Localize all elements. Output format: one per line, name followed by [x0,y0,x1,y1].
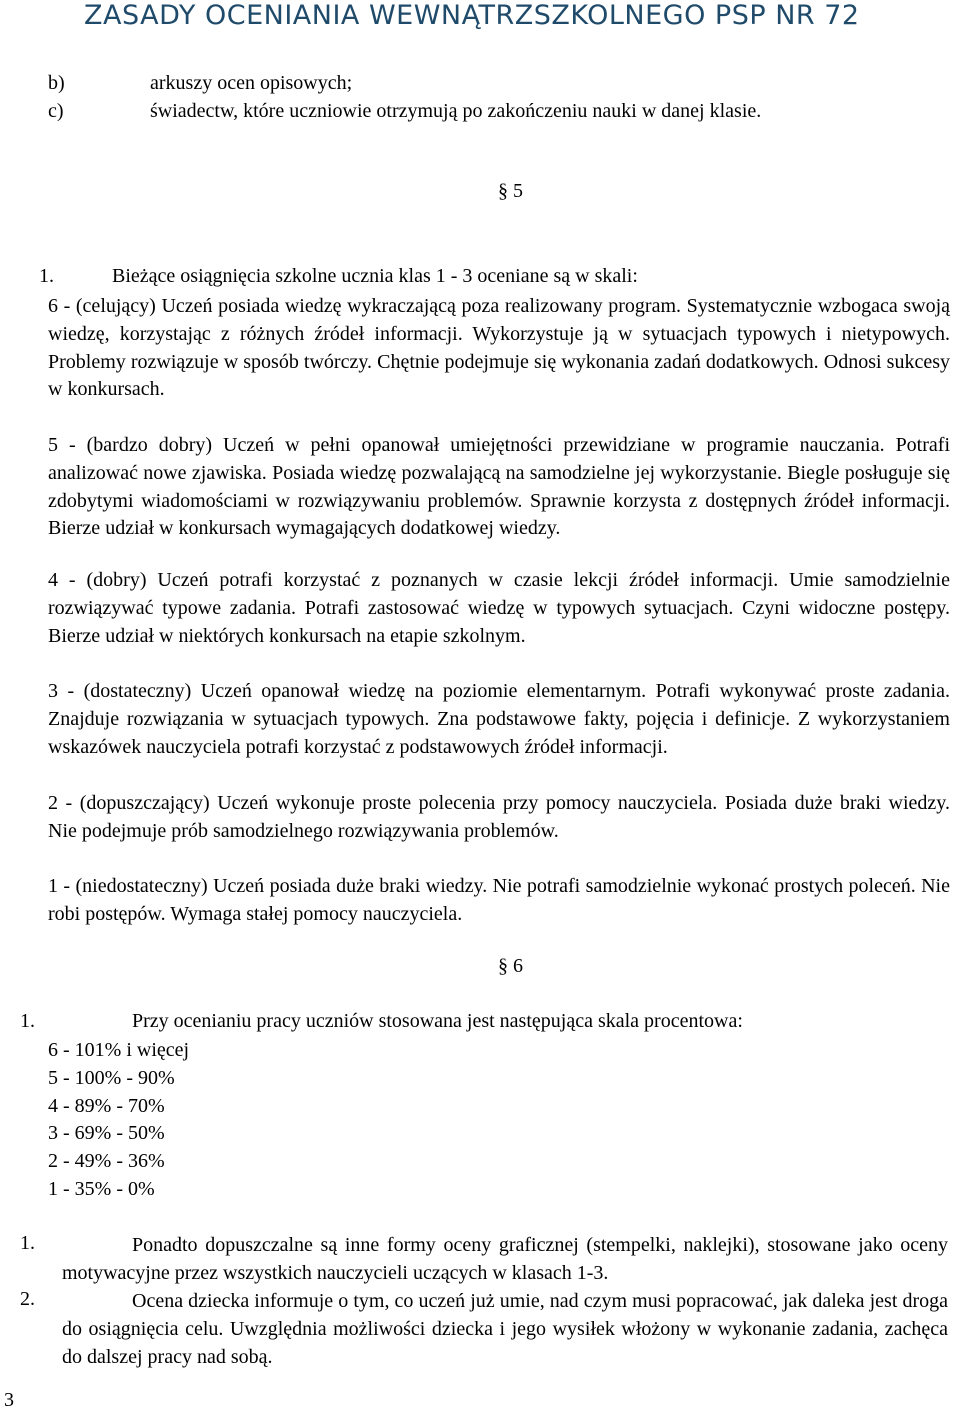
list-item-label: 1. [39,265,54,287]
list-item-text: Bieżące osiągnięcia szkolne ucznia klas 1 - 3 oceniane są w skali: [112,265,638,287]
scale-row: 6 - 101% i więcej [48,1039,190,1061]
list-item-label: b) [48,72,65,94]
list-item-text: Ponadto dopuszczalne są inne formy oceny graficznej (stempelki, naklejki), stosowane jako oceny motywacyjne przez wszystkich nauczycieli uczących w klasach 1-3. [62,1234,948,1284]
percentage-scale [48,1037,189,1204]
list-item-text: Ocena dziecka informuje o tym, co uczeń już umie, nad czym musi popracować, jak daleka jest droga do osiągnięcia celu. Uwzględnia możliwości dziecka i jego wysiłek włożony w wykonanie zadania, zachęca do dalszej pracy nad sobą. [62,1290,948,1368]
scale-row: 5 - 100% - 90% [48,1066,175,1089]
scale-row: 4 - 89% - 70% [48,1094,165,1117]
grade-description: 1 - (niedostateczny) Uczeń posiada duże braki wiedzy. Nie potrafi samodzielnie wykonać prostych poleceń. Nie robi postępów. Wymaga stałej pomocy nauczyciela. [48,875,950,925]
page-header: ZASADY OCENIANIA WEWNĄTRZSZKOLNEGO PSP NR 72 [84,0,860,31]
page-number: 3 [4,1389,14,1411]
grade-description: 2 - (dopuszczający) Uczeń wykonuje proste polecenia przy pomocy nauczyciela. Posiada duże braki wiedzy. Nie podejmuje prób samodzielnego rozwiązywania problemów. [48,792,950,842]
list-item-label: 2. [20,1288,35,1310]
list-item-text: Przy ocenianiu pracy uczniów stosowana jest następująca skala procentowa: [132,1010,743,1032]
scale-row: 1 - 35% - 0% [48,1177,155,1200]
list-item-label: 1. [20,1010,35,1032]
section-heading: § 5 [498,180,523,202]
scale-row: 2 - 49% - 36% [48,1150,165,1173]
grade-description: 3 - (dostateczny) Uczeń opanował wiedzę na poziomie elementarnym. Potrafi wykonywać proste zadania. Znajduje rozwiązania w sytuacjach typowych. Zna podstawowe fakty, pojęcia i definicje. Z wykorzystaniem wskazówek nauczyciela potrafi korzystać z podstawowych źródeł informacji. [48,680,950,758]
list-item-text: świadectw, które uczniowie otrzymują po zakończeniu nauki w danej klasie. [150,100,762,122]
grade-description: 5 - (bardzo dobry) Uczeń w pełni opanował umiejętności przewidziane w programie nauczania. Potrafi analizować nowe zjawiska. Posiada wiedzę pozwalającą na samodzielne jej wykorzystanie. Biegle posługuje się zdobytymi wiadomościami w rozwiązywaniu problemów. Sprawnie korzysta z dostępnych źródeł informacji. Bierze udział w konkursach wymagających dodatkowej wiedzy. [48,434,950,540]
list-item-text: arkuszy ocen opisowych; [150,72,353,94]
list-item-label: 1. [20,1232,35,1254]
list-item-label: c) [48,100,64,122]
grade-description: 6 - (celujący) Uczeń posiada wiedzę wykraczającą poza realizowany program. Systematycznie wzbogaca swoją wiedzę, korzystając z różnych źródeł informacji. Wykorzystuje ją w sytuacjach typowych i nietypowych. Problemy rozwiązuje w sposób twórczy. Chętnie podejmuje się wykonania zadań dodatkowych. Odnosi sukcesy w konkursach. [48,295,950,401]
grade-description: 4 - (dobry) Uczeń potrafi korzystać z poznanych w czasie lekcji źródeł informacji. Umie samodzielnie rozwiązywać typowe zadania. Potrafi zastosować wiedzę w typowych sytuacjach. Czyni widoczne postępy. Bierze udział w niektórych konkursach na etapie szkolnym. [48,569,950,647]
scale-row: 3 - 69% - 50% [48,1122,165,1145]
section-heading: § 6 [498,955,523,977]
